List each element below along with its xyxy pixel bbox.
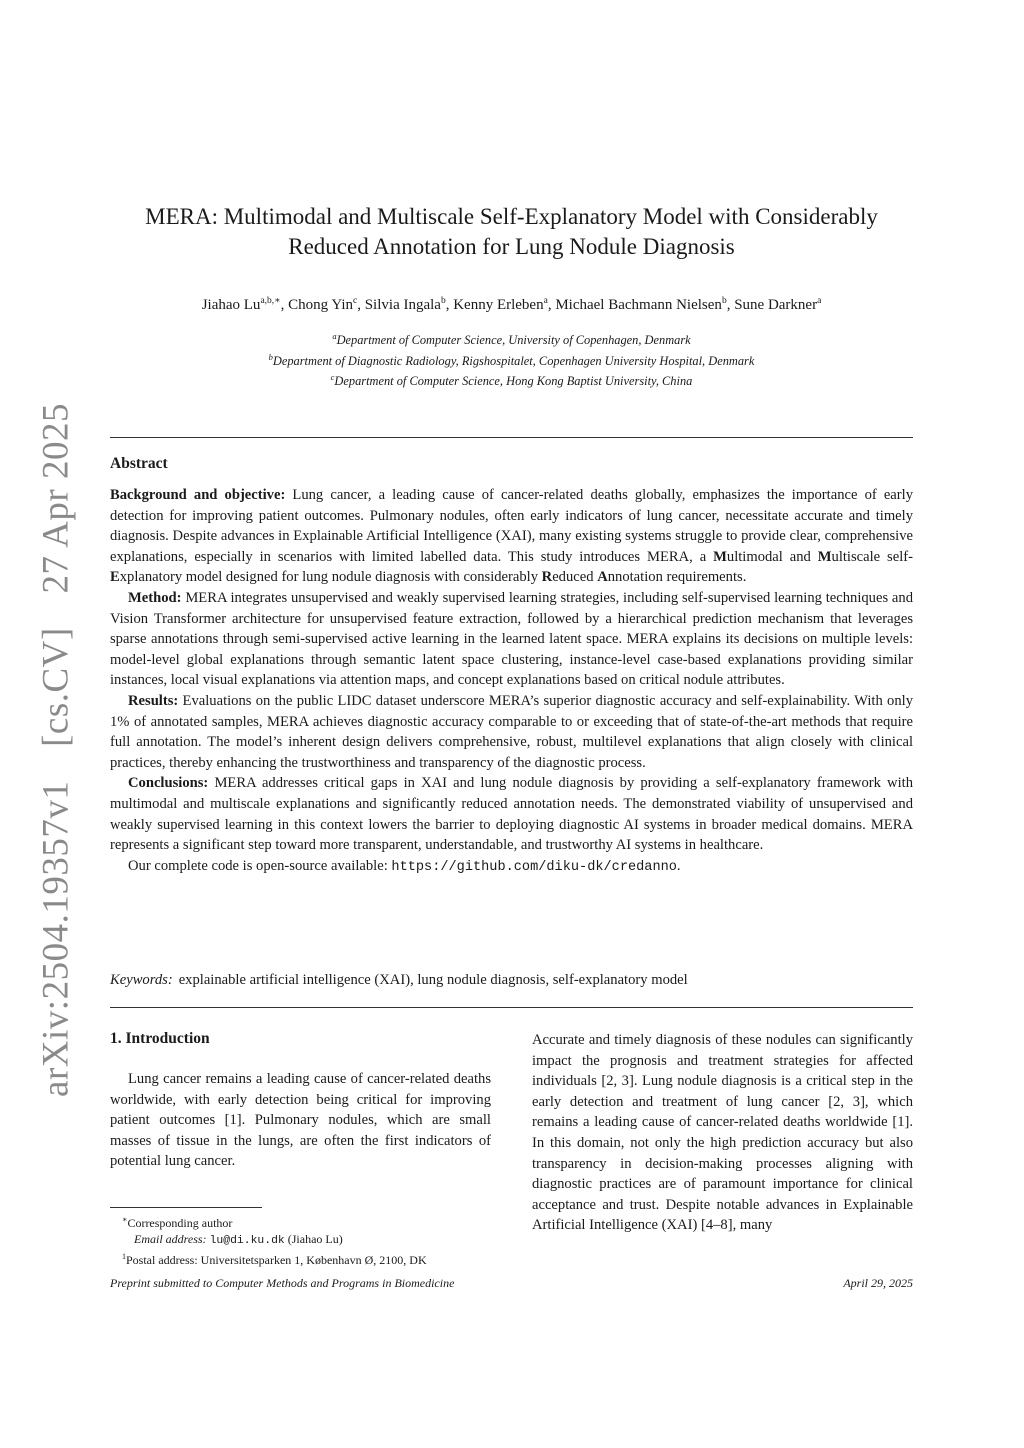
footer-date: April 29, 2025 <box>843 1276 913 1290</box>
footnote-email: Email address: lu@di.ku.dk (Jiahao Lu) <box>134 1232 343 1248</box>
footnote-rule <box>110 1207 262 1208</box>
keywords-label: Keywords: <box>110 972 173 988</box>
author: Jiahao $Lu^{a,b,∗}$, <box>201 296 289 313</box>
abstract-conclusions: Conclusions: MERA addresses critical gaps in XAI and lung nodule diagnosis by providing a self-explanatory framework with multimodal and multiscale explanations and significantly reduced annotation needs. The demonstrated viability of unsupervised and weakly supervised learning in this context lowers the barrier to deploying diagnostic AI systems in broader medical domains. MERA represents a significant step toward more transparent, understandable, and trustworthy AI systems in healthcare. <box>110 775 913 854</box>
intro-paragraph: Accurate and timely diagnosis of these nodules can significantly impact the prognosis and treatment strategies for affected individuals [2, 3]. Lung nodule diagnosis is a critical step in the early detection and treatment of lung cancer [2, 3], which remains a leading cause of cancer-related deaths worldwide [1]. In this domain, not only the high prediction accuracy but also transparency in decision-making processes aligning with diagnostic practices are of paramount importance for clinical acceptance and trust. Despite notable advances in Explainable Artificial Intelligence (XAI) [4–8], many <box>532 1032 913 1234</box>
intro-left-column <box>110 1069 491 1172</box>
author: Kenny Erleben$^a$, <box>453 296 556 313</box>
abstract-bottom-rule <box>110 1007 913 1008</box>
arxiv-id: arXiv:2504.19357v1 <box>35 780 77 1097</box>
author: Michael Bachmann Nielsen$^b$, <box>555 296 735 313</box>
footnote-postal: $^1$Postal address: Universitetsparken 1, København Ø, 2100, DK <box>122 1252 427 1268</box>
abstract-top-rule <box>110 437 913 438</box>
abstract-background: Background and objective: Lung cancer, a leading cause of cancer-related deaths globally, emphasizes the importance of early detection for improving patient outcomes. Pulmonary nodules, often early indicators of lung cancer, necessitate accurate and timely diagnosis. Despite advances in Explainable Artificial Intelligence (XAI), many existing systems struggle to provide clear, comprehensive explanations, especially in scenarios with limited labelled data. This study introduces MERA, a Multimodal and Multiscale self-Explanatory model designed for lung nodule diagnosis with considerably Reduced Annotation requirements. <box>110 487 913 586</box>
arxiv-date: 27 Apr 2025 <box>35 403 77 594</box>
code-repository-link[interactable]: https://github.com/diku-dk/credanno <box>391 859 677 875</box>
arxiv-category: [cs.CV] <box>35 627 77 747</box>
affiliation: $^c$Department of Computer Science, Hong Kong Baptist University, China <box>330 372 693 389</box>
affiliation: $^a$Department of Computer Science, University of Copenhagen, Denmark <box>332 331 691 348</box>
affiliation: $^b$Department of Diagnostic Radiology, Rigshospitalet, Copenhagen University Hospital, Denmark <box>268 351 755 368</box>
affiliation-list <box>110 328 913 390</box>
abstract-body <box>110 485 913 878</box>
abstract-method: Method: MERA integrates unsupervised and weakly supervised learning strategies, including self-supervised learning techniques and Vision Transformer architecture for unsupervised feature extraction, followed by a hierarchical prediction mechanism that leverages sparse annotations through semi-supervised active learning in the learned latent space. MERA explains its decisions on multiple levels: model-level global explanations through semantic latent space clustering, instance-level case-based explanations providing similar instances, local visual explanations via attention maps, and concept explanations based on critical nodule attributes. <box>110 589 913 689</box>
author: Chong Yin$^c$, <box>288 296 365 313</box>
abstract-code-availability: Our complete code is open-source available: https://github.com/diku-dk/credanno. <box>128 857 681 875</box>
author-list <box>110 291 913 315</box>
arxiv-identifier-stamp <box>35 403 78 1097</box>
title-line-1: MERA: Multimodal and Multiscale Self-Explanatory Model with Considerably <box>145 204 878 229</box>
email-link[interactable]: lu@di.ku.dk <box>209 1235 285 1248</box>
footnotes <box>110 1212 510 1269</box>
footer-journal: Preprint submitted to Computer Methods and Programs in Biomedicine <box>110 1276 455 1290</box>
intro-paragraph: Lung cancer remains a leading cause of cancer-related deaths worldwide, with early detection being critical for improving patient outcomes [1]. Pulmonary nodules, which are small masses of tissue in the lungs, are often the first indicators of potential lung cancer. <box>110 1071 491 1170</box>
paper-title <box>110 202 913 262</box>
keywords-text: explainable artificial intelligence (XAI), lung nodule diagnosis, self-explanatory model <box>178 972 688 988</box>
abstract-results: Results: Evaluations on the public LIDC dataset underscore MERA’s superior diagnostic accuracy and self-explainability. With only 1% of annotated samples, MERA achieves diagnostic accuracy comparable to or exceeding that of state-of-the-art methods that require full annotation. The model’s inherent design delivers comprehensive, robust, multilevel explanations that align closely with clinical practices, thereby enhancing the trustworthiness and transparency of the diagnostic process. <box>110 692 913 771</box>
section-heading-introduction: 1. Introduction <box>110 1030 210 1047</box>
keywords <box>110 970 913 990</box>
title-line-2: Reduced Annotation for Lung Nodule Diagnosis <box>288 234 735 259</box>
abstract-heading: Abstract <box>110 455 168 472</box>
intro-right-column <box>532 1030 913 1236</box>
footnote-corresponding: ∗Corresponding author <box>122 1215 233 1230</box>
author: Sune Darkner$^a$ <box>734 296 822 313</box>
author: Silvia Ingala$^b$, <box>364 296 454 313</box>
